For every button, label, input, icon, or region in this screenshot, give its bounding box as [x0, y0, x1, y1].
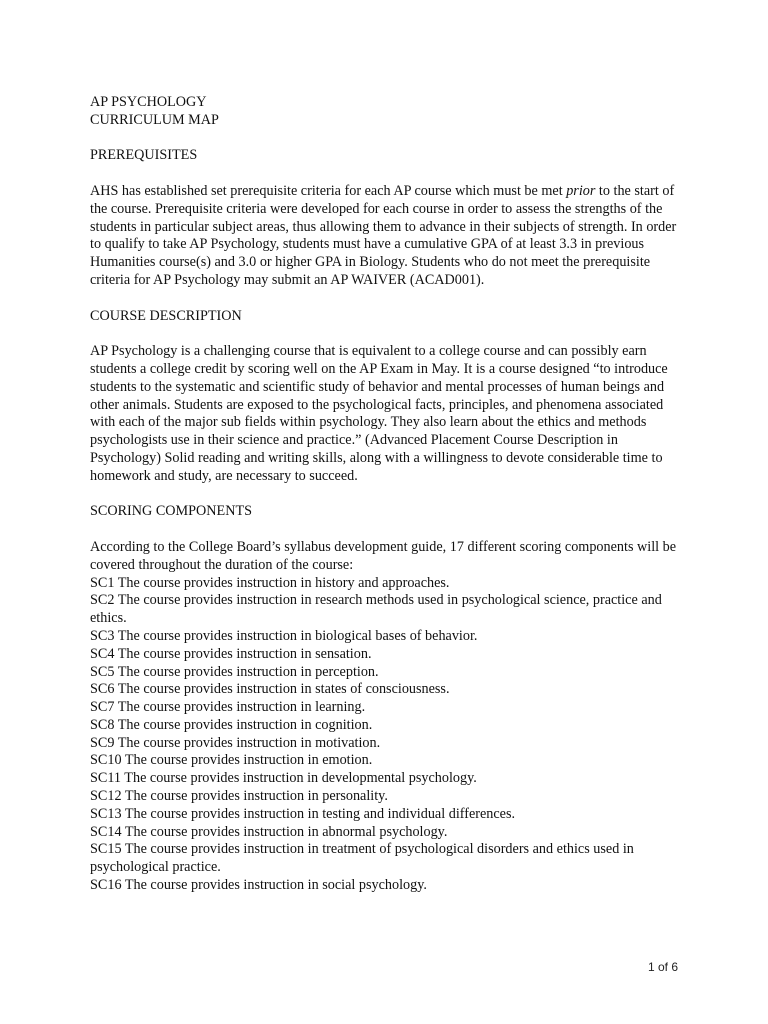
scoring-component-item: SC2 The course provides instruction in research methods used in psychological science, practice and ethics. [90, 592, 662, 627]
heading-prerequisites: PREREQUISITES [90, 147, 198, 164]
scoring-component-item: SC6 The course provides instruction in states of consciousness. [90, 681, 450, 698]
scoring-component-item: SC13 The course provides instruction in testing and individual differences. [90, 805, 516, 822]
scoring-component-item: SC11 The course provides instruction in developmental psychology. [90, 770, 477, 787]
scoring-component-item: SC7 The course provides instruction in learning. [90, 699, 366, 716]
scoring-intro: According to the College Board’s syllabus development guide, 17 different scoring components will be covered throughout the duration of the course: [90, 538, 677, 573]
document-title-line1: AP PSYCHOLOGY [90, 94, 207, 110]
scoring-component-item: SC1 The course provides instruction in history and approaches. [90, 574, 450, 591]
prerequisites-paragraph [90, 183, 690, 290]
prereq-text-start: AHS has established set prerequisite criteria for each AP course which must be met [90, 182, 567, 199]
scoring-component-item: SC5 The course provides instruction in perception. [90, 663, 379, 680]
scoring-component-item: SC10 The course provides instruction in emotion. [90, 752, 373, 769]
heading-course-description: COURSE DESCRIPTION [90, 307, 242, 324]
scoring-component-item: SC16 The course provides instruction in social psychology. [90, 877, 427, 894]
page-number: 1 of 6 [647, 960, 678, 974]
scoring-component-item: SC15 The course provides instruction in treatment of psychological disorders and ethics used in psychological practice. [90, 841, 634, 876]
course-description-paragraph: AP Psychology is a challenging course that is equivalent to a college course and can possibly earn students a college credit by scoring well on the AP Exam in May. It is a course designed “to introduce students to the systematic and scientific study of behavior and mental processes of human beings and other animals. Students are exposed to the psychological facts, principles, and phenomena associated with each of the major sub fields within psychology. They also learn about the ethics and methods psychologists use in their science and practice.” (Advanced Placement Course Description in Psychology) Solid reading and writing skills, along with a willingness to devote considerable time to homework and study, are necessary to succeed. [90, 343, 668, 484]
document-title-line2: CURRICULUM MAP [90, 111, 219, 128]
prereq-text-end: to the start of the course. Prerequisite criteria were developed for each course in order to assess the strengths of the students in particular subject areas, thus allowing them to advance in their subjects of strength. In order to qualify to take AP Psychology, students must have a cumulative GPA of at least 3.3 in previous Humanities course(s) and 3.0 or higher GPA in Biology. Students who do not meet the prerequisite criteria for AP Psychology may submit an AP WAIVER (ACAD001). [90, 182, 677, 288]
heading-scoring-components: SCORING COMPONENTS [90, 503, 252, 520]
scoring-component-item: SC14 The course provides instruction in abnormal psychology. [90, 823, 448, 840]
scoring-component-item: SC4 The course provides instruction in sensation. [90, 645, 372, 662]
scoring-component-item: SC12 The course provides instruction in personality. [90, 788, 388, 805]
scoring-component-item: SC8 The course provides instruction in cognition. [90, 716, 373, 733]
scoring-component-item: SC9 The course provides instruction in motivation. [90, 734, 381, 751]
document-body [90, 94, 690, 895]
scoring-component-item: SC3 The course provides instruction in biological bases of behavior. [90, 627, 478, 644]
prereq-emphasis: prior [566, 182, 596, 199]
